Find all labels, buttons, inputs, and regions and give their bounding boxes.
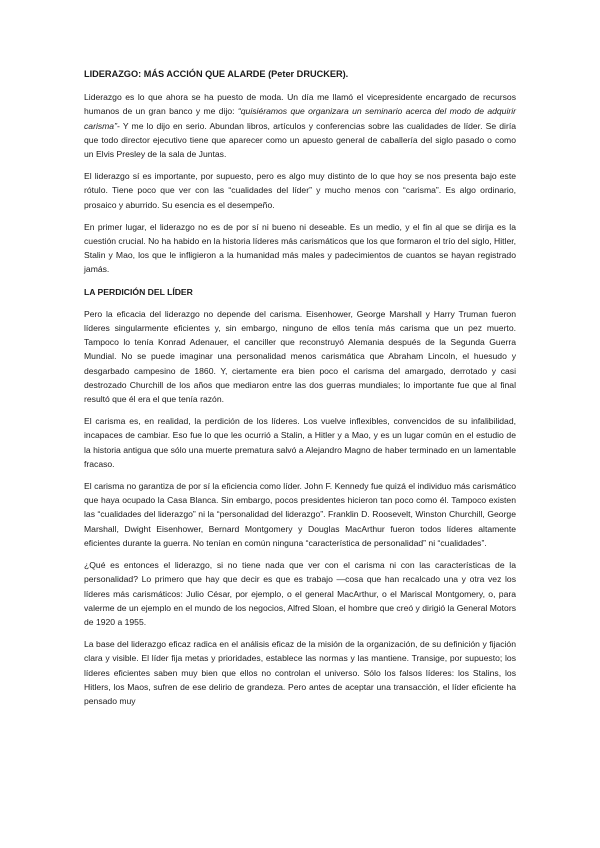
document-page: [84, 67, 516, 716]
paragraph-1: [84, 90, 516, 161]
paragraph-1-text-b: - Y me lo dijo en serio. Abundan libros, artículos y conferencias sobre las cualidades de líder. Se diría que todo director ejecutivo tiene que aparecer como un apuesto general de caballería del siglo pasado o como un Elvis Presley de la sala de Juntas.: [84, 120, 516, 160]
paragraph-2: El liderazgo sí es importante, por supuesto, pero es algo muy distinto de lo que hoy se nos presenta bajo este rótulo. Tiene poco que ver con las “cualidades del líder” y mucho menos con “carisma”. Es algo ordinario, prosaico y aburrido. Su esencia es el desempeño.: [84, 171, 516, 210]
paragraph-6: El carisma no garantiza de por sí la eficiencia como líder. John F. Kennedy fue quizá el individuo más carismático que haya ocupado la Casa Blanca. Sin embargo, pocos presidentes hicieron tan poco como él. Tampoco existen las “cualidades del liderazgo” ni la “personalidad del liderazgo”. Franklin D. Roosevelt, Winston Churchill, George Marshall, Dwight Eisenhower, Bernard Montgomery y Douglas MacArthur fueron todos líderes altamente eficientes durante la guerra. No tenían en común ninguna “característica de personalidad” ni “cualidades”.: [84, 481, 516, 548]
paragraph-3: En primer lugar, el liderazgo no es de por sí ni bueno ni deseable. Es un medio, y el fin al que se dirija es la cuestión crucial. No ha habido en la historia líderes más carismáticos que los que formaron el trío del siglo, Hitler, Stalin y Mao, los que le infligieron a la humanidad más males y padecimientos de cuantos se hayan registrado jamás.: [84, 221, 516, 275]
paragraph-1-quote: “quisiéramos que organizara un seminario acerca del modo de adquirir carisma”: [84, 106, 516, 131]
paragraph-7: ¿Qué es entonces el liderazgo, si no tiene nada que ver con el carisma ni con las características de la personalidad? Lo primero que hay que decir es que es trabajo —cosa que han recalcado una y otra vez los líderes más carismáticos: Julio César, por ejemplo, o el general MacArthur, o el Mariscal Montgomery, o, para valerme de un ejemplo en el mundo de los negocios, Alfred Sloan, el hombre que creó y dirigió la General Motors de 1920 a 1955.: [84, 560, 516, 627]
paragraph-8: La base del liderazgo eficaz radica en el análisis eficaz de la misión de la organización, de su definición y fijación clara y visible. El líder fija metas y prioridades, establece las normas y las mantiene. Transige, por supuesto; los líderes eficientes saben muy bien que ellos no controlan el universo. Sólo los falsos líderes: los Stalins, los Hitlers, los Maos, sufren de ese delirio de grandeza. Pero antes de aceptar una transacción, el líder eficiente ha pensado muy: [84, 639, 516, 706]
paragraph-4: Pero la eficacia del liderazgo no depende del carisma. Eisenhower, George Marshall y Harry Truman fueron líderes singularmente eficientes y, sin embargo, ninguno de ellos tenía más carisma que un pez muerto. Tampoco lo tenía Konrad Adenauer, el canciller que reconstruyó Alemania después de la Segunda Guerra Mundial. No se puede imaginar una personalidad menos carismática que Abraham Lincoln, el huesudo y desgarbado campesino de 1860. Y, ciertamente era bien poco el carisma del amargado, derrotado y casi destrozado Churchill de los años que mediaron entre las dos guerras mundiales; lo importante fue que al final resultó que él era el que tenía razón.: [84, 308, 516, 405]
paragraph-1-text-a: Liderazgo es lo que ahora se ha puesto de moda. Un día me llamó el vicepresidente encargado de recursos humanos de un gran banco y me dijo:: [84, 92, 516, 117]
document-title: LIDERAZGO: MÁS ACCIÓN QUE ALARDE (Peter DRUCKER).: [84, 69, 349, 79]
paragraph-5: El carisma es, en realidad, la perdición de los líderes. Los vuelve inflexibles, convencidos de su infalibilidad, incapaces de cambiar. Eso fue lo que les ocurrió a Stalin, a Hitler y a Mao, y es un lugar común en el estudio de la historia antigua que sólo una muerte prematura salvó a Alejandro Magno de haber terminado en un lamentable fracaso.: [84, 416, 516, 469]
section-heading: LA PERDICIÓN DEL LÍDER: [84, 286, 193, 297]
